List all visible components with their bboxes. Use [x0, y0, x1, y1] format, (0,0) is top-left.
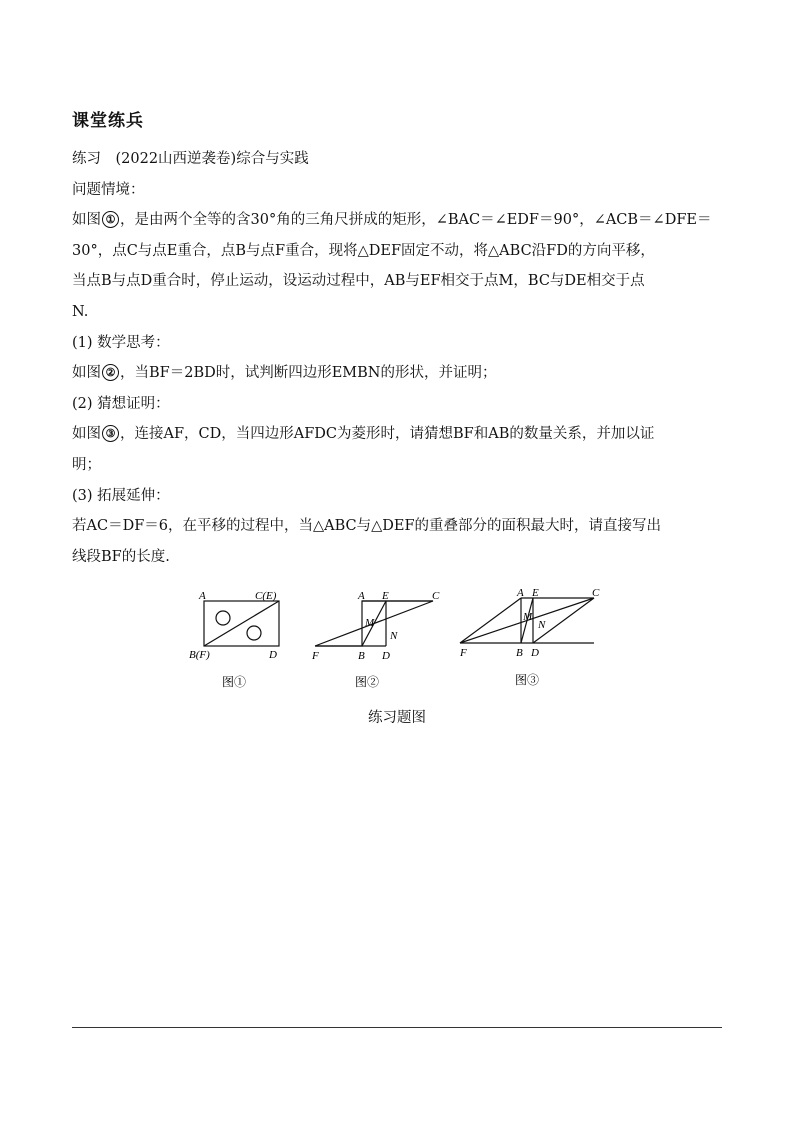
- part-2-question-cont: 明；: [72, 456, 101, 473]
- part-2-question: 如图 ③ ，连接AF，CD，当四边形AFDC为菱形时，请猜想BF和AB的数量关系，并加以证: [72, 426, 655, 443]
- fig1-circle-hole: [216, 611, 230, 625]
- footer-rule: [72, 1027, 722, 1028]
- part-3-label: (3) 拓展延伸：: [72, 487, 170, 504]
- part-3-question: 若AC＝DF＝6，在平移的过程中，当△ABC与△DEF的重叠部分的面积最大时，请直接写出: [72, 518, 662, 535]
- fig2-label-d: D: [382, 650, 390, 662]
- figure-1: [204, 601, 279, 646]
- fig1-caption: 图①: [222, 675, 247, 689]
- fig2-label-b: B: [358, 650, 365, 662]
- part-1-label: (1) 数学思考：: [72, 334, 170, 351]
- problem-line: 如图 ① ，是由两个全等的含30°角的三角尺拼成的矩形，∠BAC＝∠EDF＝90°，∠ACB＝∠DFE＝: [72, 212, 712, 229]
- fig1-label-bf: B(F): [189, 649, 210, 661]
- figure-ref-1: ①: [102, 211, 119, 228]
- fig3-fa: [460, 598, 521, 643]
- figures-row: [189, 586, 752, 696]
- part-1-question: 如图 ② ，当BF＝2BD时，试判断四边形EMBN的形状，并证明；: [72, 365, 497, 382]
- fig3-label-b: B: [516, 647, 523, 659]
- figure-caption: 练习题图: [368, 710, 426, 726]
- fig2-caption: 图②: [355, 675, 380, 689]
- fig1-label-a: A: [199, 590, 206, 602]
- exercise-title: 练习 (2022山西逆袭卷)综合与实践: [72, 151, 309, 167]
- fig3-label-f: F: [460, 647, 467, 659]
- fig3-label-d: D: [531, 647, 539, 659]
- fig2-label-m: M: [365, 617, 375, 629]
- fig1-circle-hole: [247, 626, 261, 640]
- fig3-label-c: C: [592, 587, 600, 599]
- fig2-label-c: C: [432, 590, 440, 602]
- problem-line: 30°，点C与点E重合，点B与点F重合，现将△DEF固定不动，将△ABC沿FD的方向平移，: [72, 242, 655, 259]
- problem-situation-label: 问题情境：: [72, 181, 145, 198]
- fig2-label-e: E: [382, 590, 389, 602]
- fig1-diagonal: [204, 601, 279, 646]
- fig3-label-a: A: [517, 587, 524, 599]
- fig3-label-n: N: [538, 619, 546, 631]
- figure-ref-2: ②: [102, 364, 119, 381]
- fig2-label-n: N: [390, 630, 398, 642]
- figures-svg: [189, 586, 752, 696]
- problem-line: 当点B与点D重合时，停止运动，设运动过程中，AB与EF相交于点M，BC与DE相交于点: [72, 273, 645, 290]
- section-heading: 课堂练兵: [72, 111, 144, 131]
- part-3-question-cont: 线段BF的长度.: [72, 548, 170, 565]
- fig2-label-f: F: [312, 650, 319, 662]
- part-2-label: (2) 猜想证明：: [72, 395, 170, 412]
- fig1-label-d: D: [269, 649, 277, 661]
- problem-line: N.: [72, 303, 89, 320]
- fig3-label-m: M: [523, 611, 533, 623]
- fig1-label-ce: C(E): [255, 590, 277, 602]
- fig3-label-e: E: [532, 587, 539, 599]
- fig3-caption: 图③: [515, 673, 540, 687]
- figure-ref-3: ③: [102, 425, 119, 442]
- problem-text: [72, 144, 722, 572]
- fig2-label-a: A: [358, 590, 365, 602]
